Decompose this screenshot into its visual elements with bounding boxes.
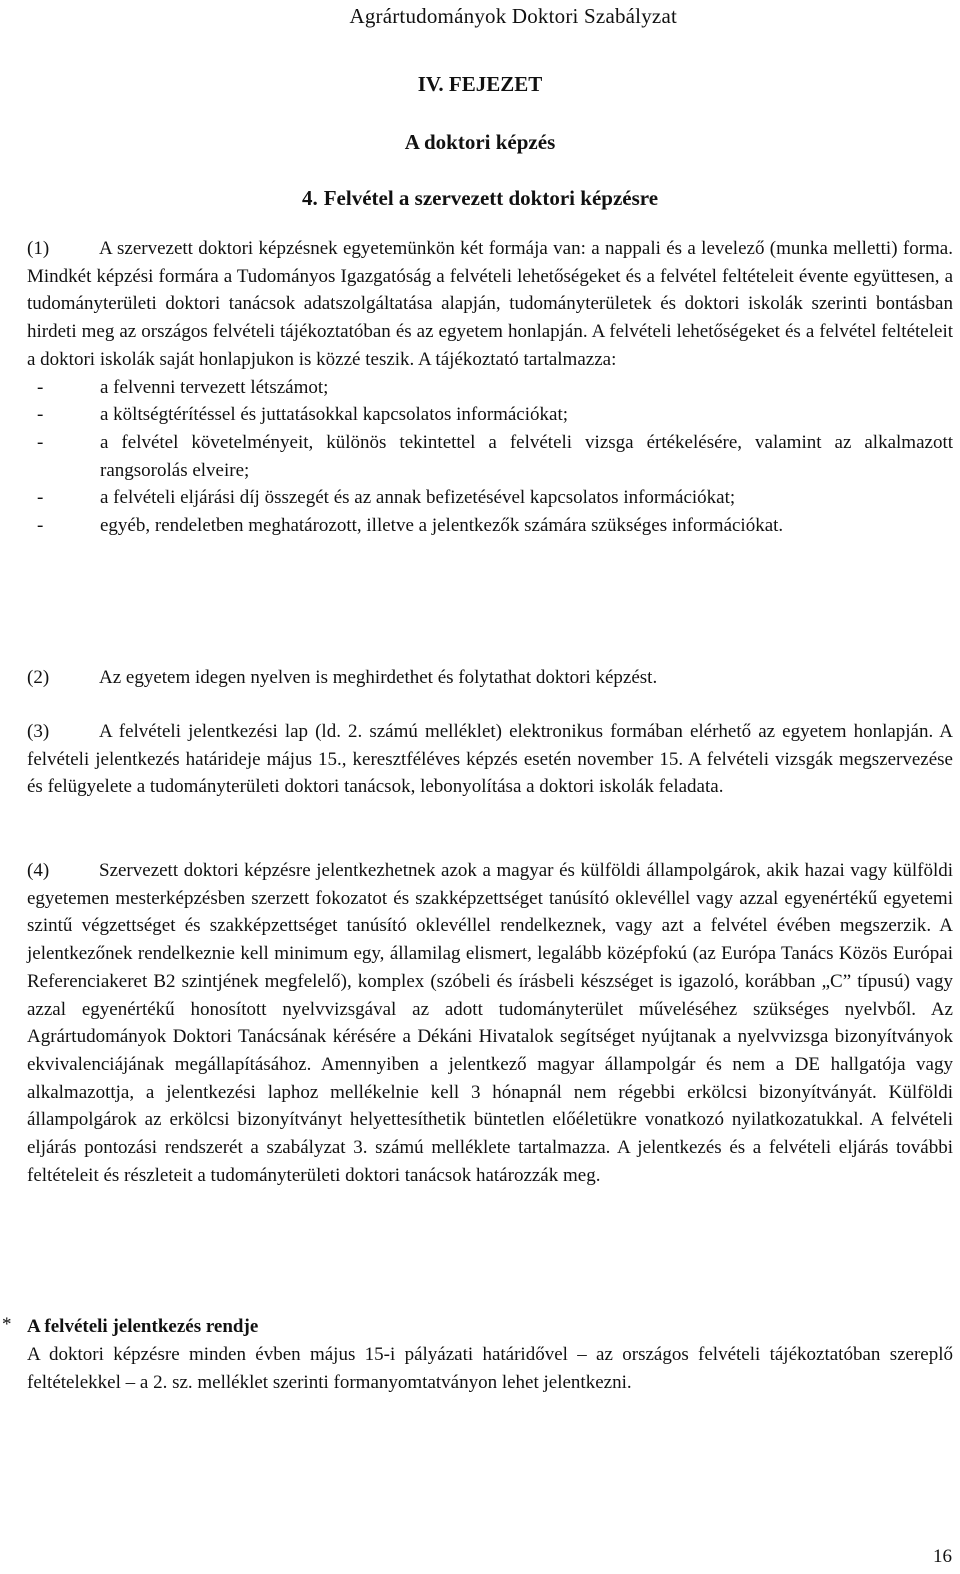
page-number: 16 [933,1546,952,1567]
requirements-list [27,374,953,540]
application-procedure-title: A felvételi jelentkezés rendje [27,1316,259,1337]
paragraph-number: (1) [27,238,50,259]
list-item: - a felvételi eljárási díj összegét és az annak befizetésével kapcsolatos információkat; [27,484,953,512]
running-header: Agrártudományok Doktori Szabályzat [349,4,677,28]
list-item: - a felvétel követelményeit, különös tekintettel a felvételi vizsga értékelésére, valamint az alkalmazott rangsorolás elveire; [27,429,953,484]
section-title [0,186,960,211]
paragraph-text: Szervezett doktori képzésre jelentkezhetnek azok a magyar és külföldi állampolgárok, akik hazai vagy külföldi egyetemen mesterképzésben szerzett fokozatot és szakképzettséget tanúsító oklevéllel vagy azzal egyenértékű egyetemi szintű végzettséget és szakképzettséget tanúsító oklevéllel rendelkeznek, vagy azt a felvétel évében megszerzik. A jelentkezőnek rendelkeznie kell minimum egy, államilag elismert, legalább középfokú (az Európa Tanács Közös Európai Referenciakeret B2 szintjének megfelelő), komplex (szóbeli és írásbeli készséget is igazoló, korábban „C” típusú) vagy azzal egyenértékű honosított nyelvvizsgával az adott tudományterület műveléséhez szükséges nyelvből. Az Agrártudományok Doktori Tanácsának kérésére a Dékáni Hivatalok segítséget nyújtanak a nyelvvizsga bizonyítványok ekvivalenciájának megállapításához. Amennyiben a jelentkező magyar állampolgár és nem a DE hallgatója vagy alkalmazottja, a jelentkezési laphoz mellékelnie kell 3 hónapnál nem régebbi erkölcsi bizonyítványát. Külföldi állampolgárok az erkölcsi bizonyítványt helyettesíthetik büntetlen előéletükre vonatkozó nyilatkozatukkal. A felvételi eljárás pontozási rendszerét a szabályzat 3. számú melléklete tartalmazza. A jelentkezés és a felvételi eljárás további feltételeit és részleteit a tudományterületi doktori tanácsok határozzák meg. [27,860,953,1186]
paragraph-4 [27,857,953,1189]
paragraph-text: A szervezett doktori képzésnek egyetemünkön két formája van: a nappali és a levelező (munka melletti) forma. Mindkét képzési formára a Tudományos Igazgatóság a felvételi lehetőségeket és a felvétel feltételeit évente együttesen, a tudományterületi doktori tanácsok adatszolgáltatása alapján, tudományterületek és doktori iskolák szerinti bontásban hirdeti meg az országos felvételi tájékoztatóban és az egyetem honlapján. A felvételi lehetőségeket és a felvétel feltételeit a doktori iskolák saját honlapjukon is közzé teszik. A tájékoztató tartalmazza: [27,238,953,370]
paragraph-text: Az egyetem idegen nyelven is meghirdethet és folytathat doktori képzést. [99,667,658,688]
list-item: - a költségtérítéssel és juttatásokkal kapcsolatos információkat; [27,401,953,429]
paragraph-number: (2) [27,667,50,688]
paragraph-number: (3) [27,721,50,742]
paragraph-1 [27,235,953,540]
footnote-marker: * [2,1314,12,1335]
paragraph-3 [27,718,953,801]
list-item: - a felvenni tervezett létszámot; [27,374,953,402]
list-item: - egyéb, rendeletben meghatározott, illetve a jelentkezők számára szükséges információkat. [27,512,953,540]
application-procedure-text: A doktori képzésre minden évben május 15-i pályázati határidővel – az országos felvételi tájékoztatóban szereplő feltételekkel – a 2. sz. melléklet szerinti formanyomtatványon lehet jelentkezni. [27,1344,953,1393]
paragraph-text: A felvételi jelentkezési lap (ld. 2. számú melléklet) elektronikus formában elérhető az egyetem honlapján. A felvételi jelentkezés határideje május 15., keresztféléves képzés esetén november 15. A felvételi vizsgák megszervezése és felügyelete a tudományterületi doktori tanácsok, lebonyolítása a doktori iskolák feladata. [27,721,953,798]
chapter-subheading: A doktori képzés [404,130,556,154]
section-title-text: Felvétel a szervezett doktori képzésre [323,186,659,210]
paragraph-2 [27,664,953,692]
section-number: 4. [301,186,318,210]
application-procedure-block [27,1313,953,1397]
chapter-heading: IV. FEJEZET [417,72,543,96]
paragraph-number: (4) [27,860,50,881]
